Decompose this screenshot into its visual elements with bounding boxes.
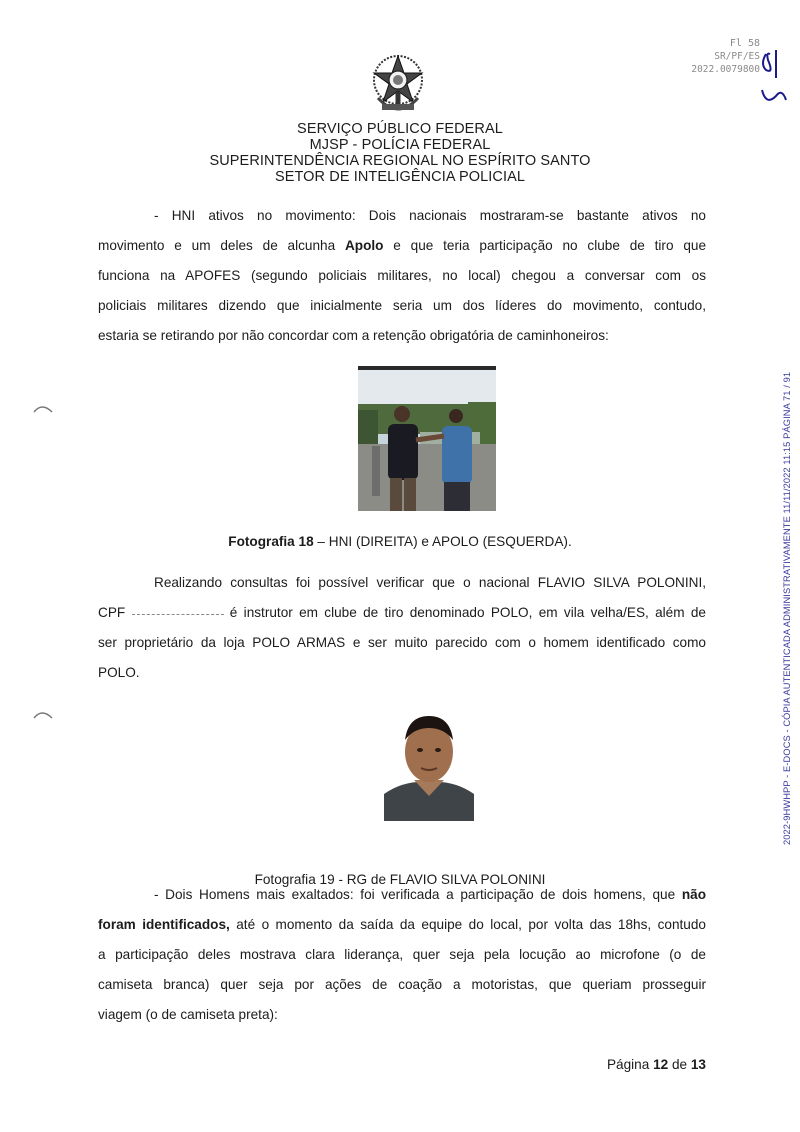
para3-line5: viagem (o de camiseta preta): [98, 1007, 278, 1022]
header-line-service: SERVIÇO PÚBLICO FEDERAL [297, 121, 503, 137]
caption-photograph-18 [0, 534, 800, 549]
margin-mark [32, 402, 56, 416]
para1-line3: funciona na APOFES (segundo policiais militares, no local) chegou a conversar com os [98, 268, 706, 283]
paragraph-hni-active [98, 201, 706, 351]
paragraph-two-men [98, 880, 706, 1030]
para2-line3: ser proprietário da loja POLO ARMAS e ser muito parecido com o homem identificado como [98, 635, 706, 650]
para1-line2-end: e que teria participação no clube de tiro que [383, 238, 707, 253]
page-current: 12 [653, 1057, 669, 1072]
document-header [0, 121, 800, 185]
para3-line2-end: até o momento da saída da equipe do local, por volta das 18hs, contudo [229, 917, 706, 932]
coat-of-arms-emblem [366, 50, 430, 118]
page-number [560, 1057, 706, 1072]
para2-line1: Realizando consultas foi possível verificar que o nacional FLAVIO SILVA POLONINI, [154, 575, 706, 590]
paragraph-identification [98, 568, 706, 688]
para3-line1 [98, 880, 706, 910]
page-total: 13 [690, 1057, 706, 1072]
page-separator: de [668, 1057, 691, 1072]
protocol-stamp [650, 37, 760, 76]
para2-cpf-label: CPF [98, 605, 132, 620]
para1-line5: estaria se retirando por não concordar com a retenção obrigatória de caminhoneiros: [98, 328, 609, 343]
para3-bold-nao: não [681, 887, 706, 902]
margin-mark [32, 708, 56, 722]
stamp-page-number: Fl 58 [729, 38, 760, 49]
para2-line2-end: é instrutor em clube de tiro denominado POLO, em vila velha/ES, além de [223, 605, 706, 620]
photograph-18 [358, 366, 496, 511]
para2-line4: POLO. [98, 665, 140, 680]
stamp-office: SR/PF/ES [714, 51, 760, 62]
redacted-cpf [132, 612, 224, 615]
stamp-process-number: 2022.0079800 [691, 64, 760, 75]
side-authentication-watermark: 2022-9HWHPP - E-DOCS - CÓPIA AUTENTICADA ADMINISTRATIVAMENTE 11/11/2022 11:15 PÁGINA 71 / 91 [782, 371, 792, 845]
para3-line3: a participação deles mostrava clara liderança, quer seja pela locução ao microfone (o de [98, 947, 706, 962]
para1-line4: policiais militares dizendo que inicialmente seria um dos líderes do movimento, contudo, [98, 298, 706, 313]
header-line-superintendence: SUPERINTENDÊNCIA REGIONAL NO ESPÍRITO SANTO [209, 153, 591, 169]
header-line-sector: SETOR DE INTELIGÊNCIA POLICIAL [274, 169, 526, 185]
para1-line2-start: movimento e um deles de alcunha [98, 238, 345, 253]
header-line-police: MJSP - POLÍCIA FEDERAL [309, 137, 491, 153]
caption-photograph-19: Fotografia 19 - RG de FLAVIO SILVA POLONINI [254, 872, 546, 887]
caption18-text: – HNI (DIREITA) e APOLO (ESQUERDA). [313, 534, 572, 549]
para1-line1: - HNI ativos no movimento: Dois nacionais mostraram-se bastante ativos no [154, 208, 706, 223]
para3-line1-start: - Dois Homens mais exaltados: foi verificada a participação de dois homens, que [154, 887, 682, 902]
para1-line2 [98, 231, 706, 261]
para3-bold-identified: foram identificados, [98, 917, 230, 932]
handwritten-signature [756, 44, 796, 114]
photograph-19 [384, 710, 474, 821]
alias-apolo: Apolo [344, 238, 384, 253]
page-prefix: Página [606, 1057, 654, 1072]
para2-line2 [98, 598, 706, 628]
para3-line4: camiseta branca) quer seja por ações de coação a motoristas, que queriam prosseguir [98, 977, 706, 992]
caption18-label: Fotografia 18 [228, 534, 314, 549]
para3-line2 [98, 910, 706, 940]
